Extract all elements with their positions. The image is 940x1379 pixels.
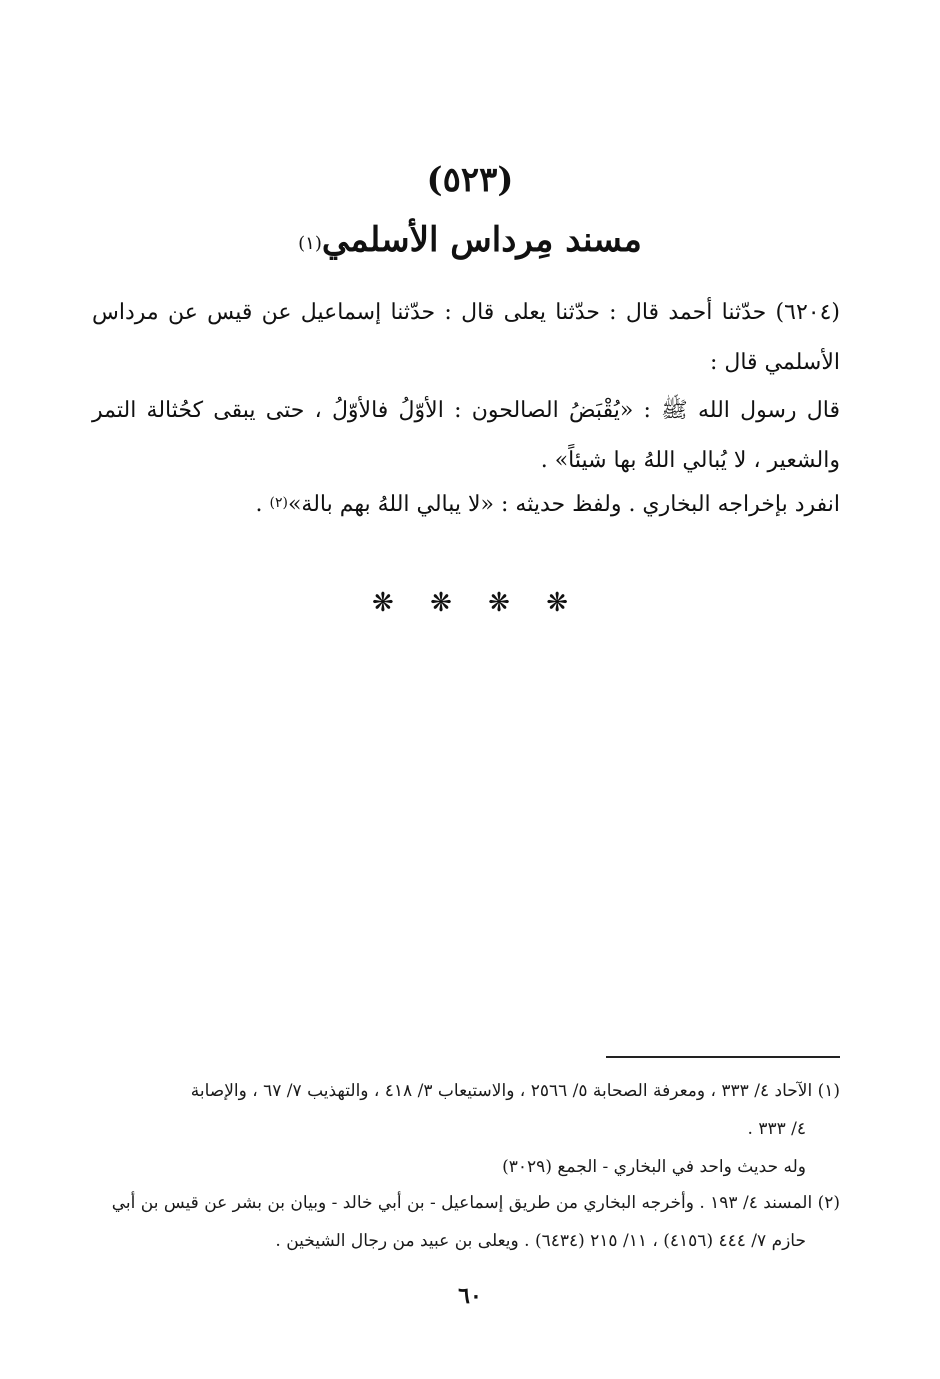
footnote-1-line-2: ٤/ ٣٣٣ . (747, 1119, 806, 1139)
matn-line-2: والشعير ، لا يُبالي اللهُ بها شيئاً» . (540, 448, 840, 473)
separator-star-icon: ❋ (372, 588, 394, 618)
separator-star-icon: ❋ (546, 588, 568, 618)
isnad-line-1: (٦٢٠٤) حدّثنا أحمد قال : حدّثنا يعلى قال : حدّثنا إسماعيل عن قيس عن مرداس (92, 300, 840, 325)
takhrij-footnote-ref: (٢) (269, 495, 288, 511)
footnote-1-note (92, 1148, 840, 1186)
title-footnote-ref: (١) (298, 233, 322, 254)
isnad-line-2: الأسلمي قال : (709, 350, 840, 375)
footnote-1-note-text: وله حديث واحد في البخاري - الجمع (٣٠٢٩) (502, 1157, 806, 1177)
footnote-1 (92, 1072, 840, 1148)
takhrij-paragraph (92, 480, 840, 530)
chapter-number: (٥٢٣) (426, 160, 514, 200)
separator-star-icon: ❋ (430, 588, 452, 618)
chapter-title-text: مسند مِرداس الأسلمي (321, 220, 642, 260)
takhrij-end: . (255, 492, 270, 517)
hadith-isnad-paragraph (92, 288, 840, 388)
section-separator (0, 588, 940, 618)
footnote-1-line-1: (١) الآحاد ٤/ ٣٣٣ ، ومعرفة الصحابة ٥/ ٢٥٦٦ ، والاستيعاب ٣/ ٤١٨ ، والتهذيب ٧/ ٦٧ ، والإصابة (190, 1081, 840, 1101)
hadith-matn-paragraph (92, 386, 840, 486)
takhrij-text: انفرد بإخراجه البخاري . ولفظ حديثه : «لا يبالي اللهُ بهم بالة» (287, 492, 840, 517)
chapter-title (0, 208, 940, 272)
footnote-divider (606, 1056, 840, 1058)
page-number: ٦٠ (458, 1283, 482, 1309)
footnote-2 (92, 1184, 840, 1260)
footnote-2-line-1: (٢) المسند ٤/ ١٩٣ . وأخرجه البخاري من طريق إسماعيل - بن أبي خالد - وبيان بن بشر عن قيس بن أبي (111, 1193, 840, 1213)
matn-line-1: قال رسول الله ﷺ : «يُقْبَضُ الصالحون : الأوّلُ فالأوّلُ ، حتى يبقى كحُثالة التمر (92, 398, 840, 423)
separator-star-icon: ❋ (488, 588, 510, 618)
footnote-2-line-2: حازم ٧/ ٤٤٤ (٤١٥٦) ، ١١/ ٢١٥ (٦٤٣٤) . ويعلى بن عبيد من رجال الشيخين . (275, 1231, 806, 1251)
